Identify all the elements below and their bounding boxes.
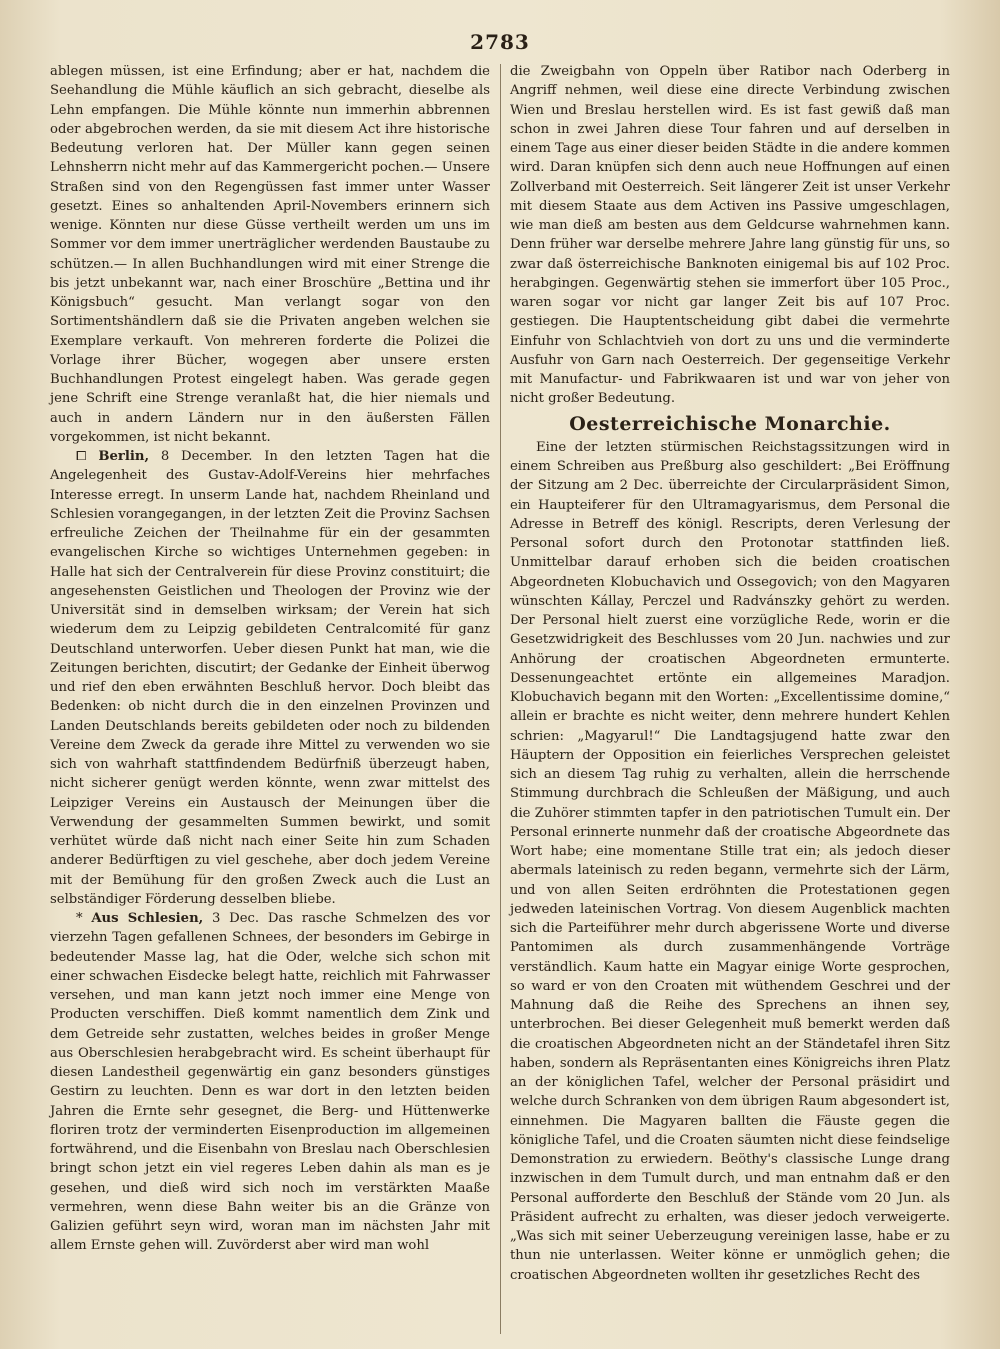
correspondent-mark: *	[76, 911, 83, 926]
dateline-place: Aus Schlesien,	[91, 911, 204, 926]
left-column	[50, 62, 490, 1256]
dateline-date: 8 December.	[160, 449, 253, 464]
article-body: In den letzten Tagen hat die Angelegenheit des Gustav-Adolf-Vereins hier mehrfaches Interesse erregt. In unserm Lande hat, nachdem Rheinland und Schlesien vorangegangen, in der letzten Zeit die Provinz Sachsen erfreuliche Zeichen der Theilnahme für ein der gesammten evangelischen Kirche so wichtiges Unternehmen gegeben: in Halle hat sich der Centralverein für diese Provinz constituirt; die angesehensten Geistlichen und Theologen der Provinz wie der Universität sind in demselben wirksam; der Verein hat sich wiederum dem zu Leipzig gebildeten Centralcomité für ganz Deutschland unterworfen. Ueber diesen Punkt hat man, wie die Zeitungen berichten, discutirt; der Gedanke der Einheit überwog und rief den eben erwähnten Beschluß hervor. Doch bleibt das Bedenken: ob nicht durch die in den einzelnen Provinzen und Landen Deutschlands bereits gebildeten oder noch zu bildenden Vereine dem Zweck da gerade ihre Mittel zu verwenden wo sie sich von wahrhaft stattfindendem Bedürfniß überzeugt haben, nicht sicherer genügt werden könnte, wenn zwar mittelst des Leipziger Vereins ein Austausch der Meinungen über die Verwendung der gesammelten Summen bewirkt, und somit verhütet würde daß nicht nach einer Seite hin zum Schaden anderer Bedürftigen zu viel geschehe, aber doch jedem Vereine mit der Bemühung für den großen Zweck auch die Lust an selbständiger Förderung desselben bliebe.	[50, 449, 490, 907]
article-berlin-continuation: ablegen müssen, ist eine Erfindung; aber er hat, nachdem die Seehandlung die Mühle käuflich an sich gebracht, dieselbe als Lehn empfangen. Die Mühle könnte nun immerhin abbrennen oder abgebrochen werden, da sie mit diesem Act ihre historische Bedeutung verloren hat. Der Müller kann gegen seinen Lehnsherrn nicht mehr auf das Kammergericht pochen.— Unsere Straßen sind von den Regengüssen fast immer unter Wasser gesetzt. Eines so anhaltenden April-Novembers erinnern sich wenige. Könnten nur diese Güsse vertheilt werden um uns im Sommer vor dem immer unerträglicher werdenden Baustaube zu schützen.— In allen Buchhandlungen wird mit einer Strenge die bis jetzt unbekannt war, nach einer Broschüre „Bettina und ihr Königsbuch“ gesucht. Man verlangt sogar von den Sortimentshändlern daß sie die Privaten angeben welchen sie Exemplare verkauft. Von mehreren forderte die Polizei die Vorlage ihrer Bücher, wogegen aber unsere ersten Buchhandlungen Protest eingelegt haben. Was gerade gegen jene Schrift eine Strenge veranlaßt hat, die hier niemals und auch in andern Ländern nur in den äußersten Fällen vorgekommen, ist nicht bekannt.	[50, 64, 490, 445]
article-schlesien	[50, 909, 490, 1256]
section-title: Oesterreichische Monarchie.	[569, 412, 891, 435]
correspondent-mark: ⧠	[76, 449, 87, 464]
page-number: 2783	[470, 30, 530, 54]
article-pressburg: Eine der letzten stürmischen Reichstagssitzungen wird in einem Schreiben aus Preßburg also geschildert: „Bei Eröffnung der Sitzung am 2 Dec. überreichte der Circularpräsident Simon, ein Haupteiferer für den Ultramagyarismus, dem Personal die Adresse in Betreff des königl. Rescripts, deren Verlesung der Personal sofort durch den Protonotar stattfinden ließ. Unmittelbar darauf erhoben sich die beiden croatischen Abgeordneten Klobuchavich und Ossegovich; von den Magyaren wünschten Kállay, Perczel und Radvánszky gehört zu werden. Der Personal hielt zuerst eine vorzügliche Rede, worin er die Gesetzwidrigkeit des Beschlusses vom 20 Jun. nachwies und zur Anhörung der croatischen Abgeordneten ermunterte. Dessenungeachtet ertönte ein allgemeines Maradjon. Klobuchavich begann mit den Worten: „Excellentissime domine,“ allein er brachte es nicht weiter, denn mehrere hundert Kehlen schrien: „Magyarul!“ Die Landtagsjugend hatte zwar den Häuptern der Opposition ein feierliches Versprechen geleistet sich an diesem Tag ruhig zu verhalten, allein die herrschende Stimmung durchbrach die Schleußen der Mäßigung, und auch die Zuhörer stimmten tapfer in den patriotischen Tumult ein. Der Personal erinnerte nunmehr daß der croatische Abgeordnete das Wort habe; eine momentane Stille trat ein; als jedoch dieser abermals lateinisch zu reden begann, vermehrte sich der Lärm, und von allen Seiten erdröhnten die Protestationen gegen jedweden lateinischen Vortrag. Von diesem Augenblick machten sich die Parteiführer mehr durch abgerissene Worte und diverse Pantomimen als durch zusammenhängende Vorträge verständlich. Kaum hatte ein Magyar einige Worte gesprochen, so ward er von den Croaten mit wüthendem Geschrei und der Mahnung daß die Reihe des Sprechens an ihnen sey, unterbrochen. Bei dieser Gelegenheit muß bemerkt werden daß die croatischen Abgeordneten nicht an der Ständetafel ihren Sitz haben, sondern als Repräsentanten eines Königreichs ihren Platz an der königlichen Tafel, welcher der Personal präsidirt und welche durch Schranken von dem übrigen Raum abgesondert ist, einnehmen. Die Magyaren ballten die Fäuste gegen die königliche Tafel, und die Croaten säumten nicht diese feindselige Demonstration zu erwiedern. Beöthy's classische Lunge drang inzwischen in dem Tumult durch, und man entnahm daß er den Personal aufforderte den Beschluß der Stände vom 20 Jun. als Präsident aufrecht zu erhalten, was dieser jedoch verweigerte. „Was sich mit seiner Ueberzeugung vereinigen lasse, habe er zu thun nie unterlassen. Weiter könne er unmöglich gehen; die croatischen Abgeordneten wollten ihr gesetzliches Recht des	[510, 439, 950, 1283]
column-divider	[500, 64, 501, 1334]
article-berlin	[50, 447, 490, 909]
article-schlesien-continuation: die Zweigbahn von Oppeln über Ratibor nach Oderberg in Angriff nehmen, weil diese eine directe Verbindung zwischen Wien und Breslau herstellen wird. Es ist fast gewiß daß man schon in zwei Jahren diese Tour fahren und auf derselben in einem Tage aus einer dieser beiden Städte in die andere kommen wird. Daran knüpfen sich denn auch neue Hoffnungen auf einen Zollverband mit Oesterreich. Seit längerer Zeit ist unser Verkehr mit diesem Staate aus dem Activen ins Passive umgeschlagen, wie man dieß am besten aus dem Geldcurse wahrnehmen kann. Denn früher war derselbe mehrere Jahre lang günstig für uns, so zwar daß österreichische Banknoten einigemal bis auf 102 Proc. herabgingen. Gegenwärtig stehen sie immerfort über 105 Proc., waren sogar vor nicht gar langer Zeit bis auf 107 Proc. gestiegen. Die Hauptentscheidung gibt dabei die vermehrte Einfuhr von Schlachtvieh von dort zu uns und die verminderte Ausfuhr von Garn nach Oesterreich. Der gegenseitige Verkehr mit Manufactur- und Fabrikwaaren ist und war von jeher von nicht großer Bedeutung.	[510, 64, 950, 407]
dateline-date: 3 Dec.	[212, 911, 260, 926]
dateline-place: Berlin,	[98, 449, 150, 464]
article-body: Das rasche Schmelzen des vor vierzehn Tagen gefallenen Schnees, der besonders im Gebirge in bedeutender Masse lag, hat die Oder, welche sich schon mit einer schwachen Eisdecke belegt hatte, reichlich mit Fahrwasser versehen, und man kann jetzt noch immer eine Menge von Producten verschiffen. Dieß kommt namentlich dem Zink und dem Getreide sehr zustatten, welches beides in großer Menge aus Oberschlesien herabgebracht wird. Es scheint überhaupt für diesen Landestheil gegenwärtig ein ganz besonders günstiges Gestirn zu leuchten. Denn es war dort in den letzten beiden Jahren die Ernte sehr gesegnet, die Berg- und Hüttenwerke floriren trotz der verminderten Eisenproduction im allgemeinen fortwährend, und die Eisenbahn von Breslau nach Oberschlesien bringt schon jetzt ein viel regeres Leben dahin als man es je gesehen, und dieß wird sich noch im verstärkten Maaße vermehren, wenn diese Bahn weiter bis an die Gränze von Galizien geführt seyn wird, woran man im nächsten Jahr mit allem Ernste gehen will. Zuvörderst aber wird man wohl	[50, 911, 490, 1254]
right-column	[510, 62, 950, 1285]
